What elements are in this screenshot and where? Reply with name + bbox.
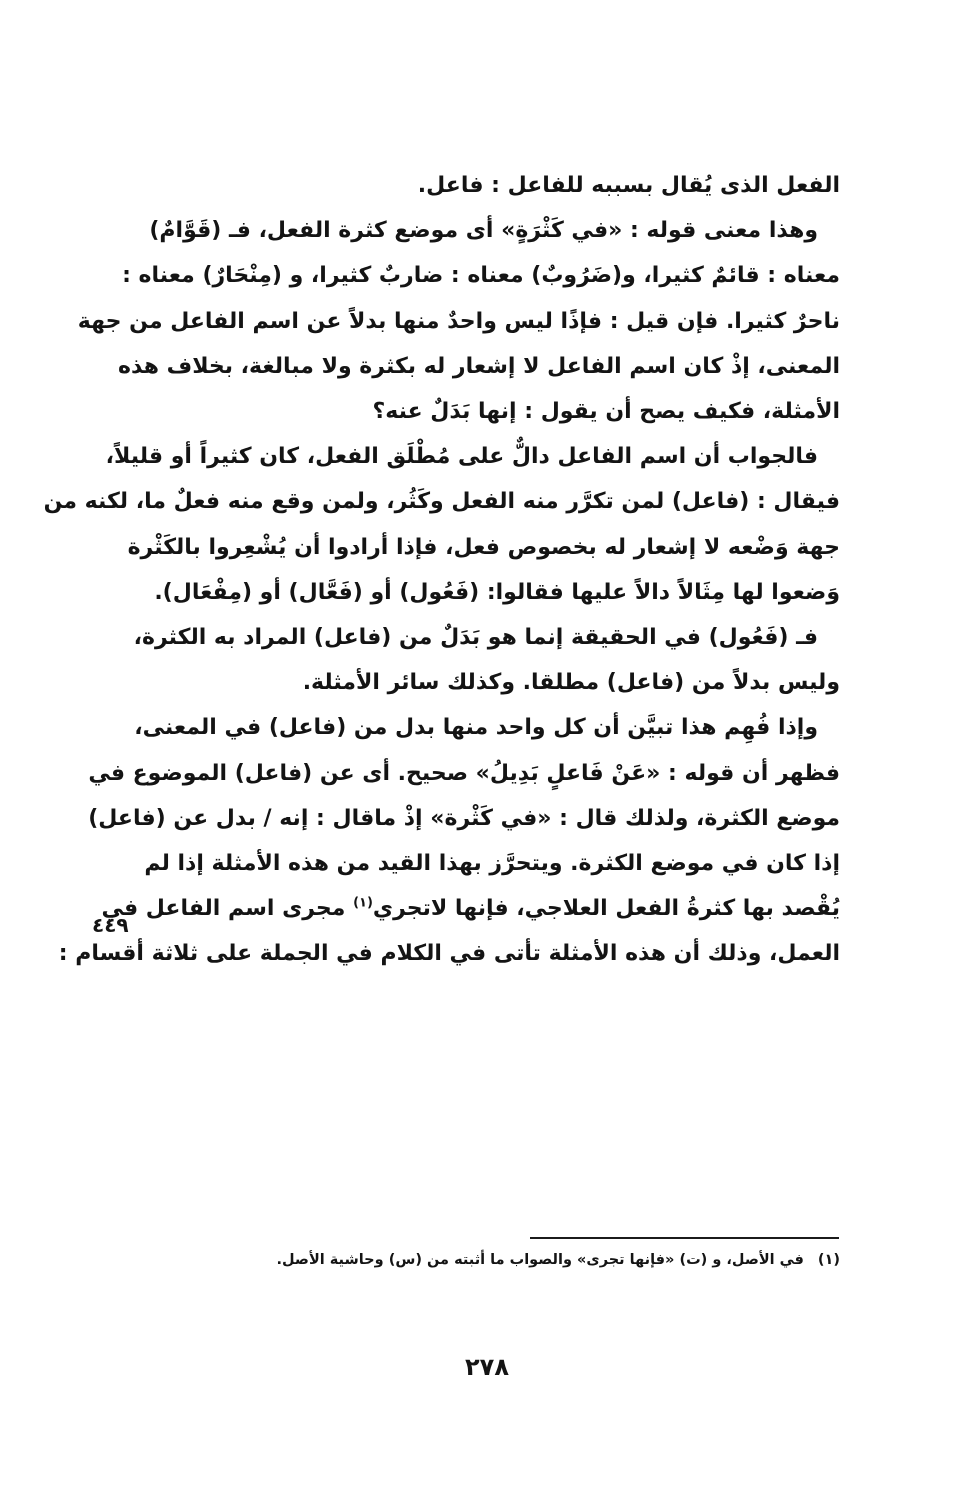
text-line: وليس بدلاً من (فاعل) مطلقا. وكذلك سائر الأمثلة. bbox=[302, 670, 840, 696]
text-line: المعنى، إذْ كان اسم الفاعل لا إشعار له بكثرة ولا مبالغة، بخلاف هذه bbox=[118, 353, 840, 379]
text-segment: مجرى اسم الفاعل في bbox=[101, 896, 354, 922]
paragraph-2 bbox=[77, 208, 840, 434]
text-line: ناحرٌ كثيرا. فإن قيل : فإذًا ليس واحدٌ منها بدلاً عن اسم الفاعل من جهة bbox=[77, 308, 840, 334]
paragraph-1 bbox=[158, 163, 840, 208]
footnote bbox=[232, 1252, 840, 1268]
text-line: إذا كان في موضع الكثرة. ويتحرَّز بهذا القيد من هذه الأمثلة إذا لم bbox=[144, 851, 840, 877]
footnote-number: (١) bbox=[817, 1252, 840, 1268]
paragraph-3 bbox=[43, 434, 840, 615]
text-line: فيقال : (فاعل) لمن تكرَّر منه الفعل وكَثُر، ولمن وقع منه فعلٌ ما، لكنه من bbox=[43, 489, 840, 515]
text-line: معناه : قائمٌ كثيرا، و(ضَرُوبٌ) معناه : ضاربٌ كثيرا، و (مِنْحَارٌ) معناه : bbox=[122, 263, 840, 289]
text-line: فالجواب أن اسم الفاعل دالٌّ على مُطْلَق الفعل، كان كثيراً أو قليلاً، bbox=[105, 444, 818, 470]
text-line: موضع الكثرة، ولذلك قال : «في كَثْرة» إذْ ماقال : إنه / بدل عن (فاعل) bbox=[88, 805, 840, 831]
text-line: وَضعوا لها مِثَالاً دالاً عليها فقالوا: (فَعُول) أو (فَعَّال) أو (مِفْعَال). bbox=[154, 579, 840, 605]
text-line: الفعل الذى يُقال بسببه للفاعل : فاعل. bbox=[417, 173, 840, 198]
text-line: وهذا معنى قوله : «في كَثْرَةٍ» أى موضع كثرة الفعل، فـ (قَوَّامٌ) bbox=[149, 218, 818, 244]
paragraph-4 bbox=[133, 615, 840, 705]
text-segment: يُقْصد بها كثرةُ الفعل العلاجي، فإنها لاتجري bbox=[372, 896, 840, 922]
text-line: الأمثلة، فكيف يصح أن يقول : إنها بَدَلٌ عنه؟ bbox=[372, 399, 840, 425]
footnote-divider bbox=[530, 1237, 839, 1239]
text-line: فـ (فَعُول) في الحقيقة إنما هو بَدَلٌ من (فاعل) المراد به الكثرة، bbox=[133, 625, 818, 651]
page-number: ٢٧٨ bbox=[465, 1353, 509, 1381]
footnote-text: في الأصل، و (ت) «فإنها تجرى» والصواب ما أثبته من (س) وحاشية الأصل. bbox=[276, 1252, 804, 1268]
text-line: وإذا فُهِم هذا تبيَّن أن كل واحد منها بدل من (فاعل) في المعنى، bbox=[134, 715, 818, 741]
text-line: العمل، وذلك أن هذه الأمثلة تأتى في الكلام في الجملة على ثلاثة أقسام : bbox=[58, 941, 840, 967]
margin-page-reference: ٤٤٩ bbox=[92, 913, 129, 937]
text-line: جهة وَضْعه لا إشعار له بخصوص فعل، فإذا أرادوا أن يُشْعِروا بالكَثْرة bbox=[127, 534, 840, 560]
text-line: فظهر أن قوله : «عَنْ فَاعلٍ بَدِيلُ» صحيح. أى عن (فاعل) الموضوع في bbox=[88, 760, 840, 786]
footnote-reference[interactable]: (١) bbox=[353, 895, 373, 911]
